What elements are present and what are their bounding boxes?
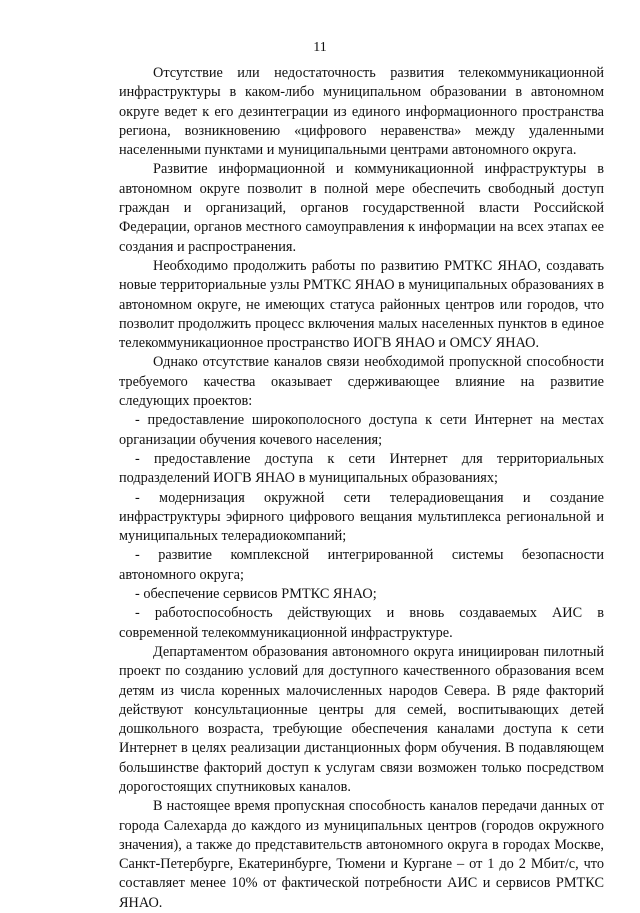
paragraph-digital-inequality: Отсутствие или недостаточность развития телекоммуникационной инфраструктуры в каком-либо муниципальном образовании в автономном округе ведет к его дезинтеграции из единого информационного пространства региона, возникновению «цифрового неравенства» между удаленными населенными пунктами и муниципальными центрами автономного округа. [119,65,604,159]
body-text [119,64,604,913]
list-item-security-system: - развитие комплексной интегрированной системы безопасности автономного округа; [119,547,604,583]
page-number: 11 [313,40,327,55]
paragraph-infrastructure-development: Развитие информационной и коммуникационной инфраструктуры в автономном округе позволит в полной мере обеспечить свободный доступ граждан и организаций, органов государственной власти Российской Федерации, органов местного самоуправления к информации на всех этапах ее создания и распространения. [119,161,604,255]
list-item-internet-ioгv: - предоставление доступа к сети Интернет для территориальных подразделений ИОГВ ЯНАО в муниципальных образованиях; [119,450,604,487]
list-item-broadcast-modernization: - модернизация окружной сети телерадиовещания и создание инфраструктуры эфирного цифрового вещания мультиплекса региональной и муниципальных телерадиокомпаний; [119,489,604,545]
paragraph-education-pilot: Департаментом образования автономного округа инициирован пилотный проект по созданию условий для доступного качественного образования всем детям из числа коренных малочисленных народов Севера. В ряде факторий действуют консультационные центры для семей, воспитывающих детей дошкольного возраста, требующие обеспечения каналами доступа к сети Интернет в целях реализации дистанционных форм обучения. В подавляющем большинстве факторий доступ к услугам связи возможен только посредством дорогостоящих спутниковых каналов. [119,643,604,795]
paragraph-lack-of-channels: Однако отсутствие каналов связи необходимой пропускной способности требуемого качества оказывает сдерживающее влияние на развитие следующих проектов: [119,354,604,410]
list-item-rmtks-services: - обеспечение сервисов РМТКС ЯНАО; [135,586,377,603]
list-item-ais-operability: - работоспособность действующих и вновь создаваемых АИС в современной телекоммуникационной инфраструктуре. [119,605,604,641]
list-item-broadband-access: - предоставление широкополосного доступа к сети Интернет на местах организации обучения кочевого населения; [119,412,604,448]
paragraph-continue-rmtks: Необходимо продолжить работы по развитию РМТКС ЯНАО, создавать новые территориальные узлы РМТКС ЯНАО в муниципальных образованиях в автономном округе, не имеющих статуса районных центров или городов, что позволит продолжить процесс включения малых населенных пунктов в единое телекоммуникационное пространство ИОГВ ЯНАО и ОМСУ ЯНАО. [119,257,604,352]
paragraph-bandwidth: В настоящее время пропускная способность каналов передачи данных от города Салехарда до каждого из муниципальных центров (городов окружного значения), а также до представительств автономного округа в городах Москве, Санкт-Петербурге, Екатеринбурге, Тюмени и Кургане – от 1 до 2 Мбит/с, что составляет менее 10% от фактической потребности АИС и сервисов РМТКС ЯНАО. [119,798,604,911]
